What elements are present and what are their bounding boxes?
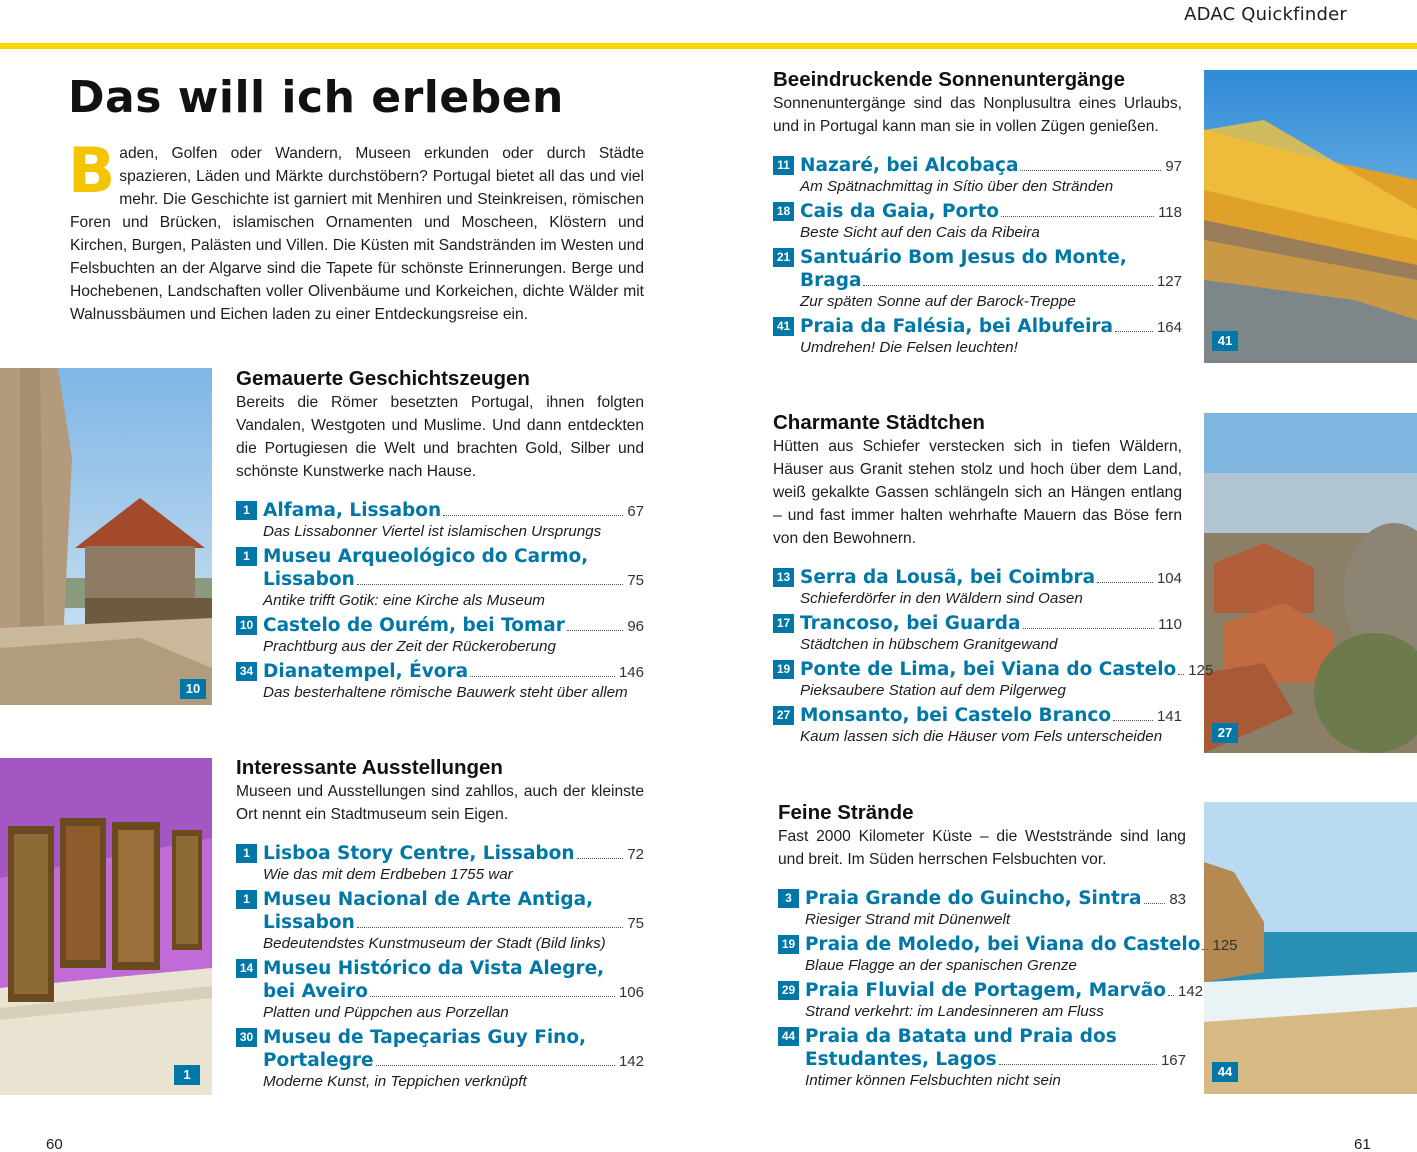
museum-photo [0, 758, 212, 1095]
entry-title[interactable]: Praia da Falésia, bei Albufeira [800, 316, 1114, 337]
list-item[interactable] [236, 499, 644, 542]
list-item[interactable] [778, 933, 1238, 976]
leader-dots [1097, 582, 1153, 583]
leader-dots [577, 858, 624, 859]
entry-page-number: 96 [627, 618, 644, 635]
list-item[interactable] [236, 957, 644, 1023]
entry-title[interactable]: Serra da Lousã, bei Coimbra [800, 567, 1096, 588]
entry-list [236, 499, 644, 703]
leader-dots [443, 515, 623, 516]
entry-page-number: 106 [618, 984, 644, 1001]
entry-title-continued[interactable]: bei Aveiro [263, 981, 369, 1002]
cliffs-photo [1204, 70, 1417, 363]
entry-page-number: 164 [1156, 319, 1182, 336]
section-description: Sonnenuntergänge sind das Nonplusultra eines Urlaubs, und in Portugal kann man sie in vollen Zügen genießen. [773, 95, 1182, 135]
page-title: Das will ich erleben [68, 72, 564, 123]
list-item[interactable] [773, 704, 1182, 747]
location-number-badge: 21 [773, 248, 794, 267]
leader-dots [1023, 628, 1155, 629]
entry-page-number: 83 [1169, 891, 1186, 908]
location-number-badge: 29 [778, 981, 799, 1000]
yellow-header-rule [0, 43, 1417, 49]
entry-title[interactable]: Lisboa Story Centre, Lissabon [263, 843, 575, 864]
leader-dots [376, 1065, 615, 1066]
section-charmante-staedtchen [773, 410, 1214, 747]
list-item[interactable] [236, 545, 644, 611]
entry-title[interactable]: Santuário Bom Jesus do Monte, [800, 247, 1127, 268]
section-heading: Feine Strände [778, 801, 914, 824]
location-number-badge: 1 [236, 844, 257, 863]
leader-dots [1113, 720, 1153, 721]
castle-photo [0, 368, 212, 705]
photo-number-badge: 44 [1212, 1062, 1238, 1082]
section-heading: Charmante Städtchen [773, 411, 985, 434]
entry-title[interactable]: Praia Grande do Guincho, Sintra [805, 888, 1142, 909]
leader-dots [1001, 216, 1154, 217]
entry-title[interactable]: Museu de Tapeçarias Guy Fino, [263, 1027, 587, 1048]
leader-dots [567, 630, 623, 631]
list-item[interactable] [773, 566, 1182, 609]
list-item[interactable] [773, 200, 1182, 243]
entry-list [236, 842, 644, 1092]
list-item[interactable] [773, 612, 1182, 655]
location-number-badge: 34 [236, 662, 257, 681]
entry-title[interactable]: Museu Histórico da Vista Alegre, [263, 958, 605, 979]
location-number-badge: 18 [773, 202, 794, 221]
entry-page-number: 72 [627, 846, 644, 863]
entry-page-number: 104 [1156, 570, 1182, 587]
entry-title[interactable]: Cais da Gaia, Porto [800, 201, 999, 222]
entry-title[interactable]: Praia da Batata und Praia dos [805, 1026, 1117, 1047]
list-item[interactable] [773, 315, 1182, 358]
location-number-badge: 1 [236, 501, 257, 520]
location-number-badge: 14 [236, 959, 257, 978]
entry-title[interactable]: Dianatempel, Évora [263, 661, 469, 682]
list-item[interactable] [778, 979, 1204, 1022]
entry-page-number: 75 [627, 915, 644, 932]
list-item[interactable] [236, 842, 644, 885]
list-item[interactable] [773, 154, 1182, 197]
entry-subtitle: Kaum lassen sich die Häuser vom Fels unterscheiden [800, 728, 1163, 745]
entry-subtitle: Bedeutendstes Kunstmuseum der Stadt (Bild links) [263, 935, 606, 952]
entry-subtitle: Antike trifft Gotik: eine Kirche als Museum [263, 592, 545, 609]
entry-page-number: 125 [1188, 662, 1214, 679]
intro-text: aden, Golfen oder Wandern, Museen erkunden oder durch Städte spazieren, Läden und Märkte durchstöbern? Portugal bietet all das und viel mehr. Die Geschichte ist garniert mit Menhiren und Steinkreisen, römischen Foren und Brücken, islamischen Ornamenten und Moscheen, Klöstern und Kirchen, Burgen, Palästen und Villen. Die Küsten mit Sandstränden im Westen und Felsbuchten an der Algarve sind die Tapete für schönste Erinnerungen. Berge und Hochebenen, Landschaften voller Olivenbäume und Korkeichen, dichte Wälder mit Walnussbäumen und Eichen laden zu einer Entdeckungsreise ein. [70, 145, 644, 323]
entry-subtitle: Strand verkehrt: im Landesinneren am Fluss [805, 1003, 1104, 1020]
entry-page-number: 142 [618, 1053, 644, 1070]
leader-dots [863, 285, 1153, 286]
section-beeindruckende-sonnenuntergaenge [773, 67, 1182, 358]
entry-title-continued[interactable]: Estudantes, Lagos [805, 1049, 997, 1070]
entry-page-number: 141 [1156, 708, 1182, 725]
section-description: Museen und Ausstellungen sind zahllos, auch der kleinste Ort nennt ein Stadtmuseum sein Eigen. [236, 783, 644, 823]
list-item[interactable] [773, 246, 1182, 312]
entry-list [773, 566, 1214, 747]
page-number-right: 61 [1354, 1136, 1371, 1152]
photo-number-badge: 27 [1212, 723, 1238, 743]
list-item[interactable] [236, 614, 644, 657]
location-number-badge: 17 [773, 614, 794, 633]
location-number-badge: 1 [236, 890, 257, 909]
entry-title[interactable]: Ponte de Lima, bei Viana do Castelo [800, 659, 1177, 680]
entry-page-number: 118 [1158, 204, 1182, 221]
entry-subtitle: Zur späten Sonne auf der Barock-Treppe [800, 293, 1076, 310]
entry-page-number: 146 [618, 664, 644, 681]
location-number-badge: 3 [778, 889, 799, 908]
leader-dots [1178, 674, 1184, 675]
entry-title-continued[interactable]: Portalegre [263, 1050, 374, 1071]
entry-subtitle: Blaue Flagge an der spanischen Grenze [805, 957, 1077, 974]
list-item[interactable] [236, 888, 644, 954]
section-interessante-ausstellungen [236, 755, 644, 1092]
entry-subtitle: Pieksaubere Station auf dem Pilgerweg [800, 682, 1066, 699]
entry-subtitle: Intimer können Felsbuchten nicht sein [805, 1072, 1061, 1089]
entry-page-number: 67 [627, 503, 644, 520]
section-description: Bereits die Römer besetzten Portugal, ihnen folgten Vandalen, Westgoten und Muslime. Und dann entdeckten die Portugiesen die Welt und brachten Gold, Silber und schönste Kunstwerke nach Hause. [236, 394, 644, 480]
leader-dots [370, 996, 615, 997]
photo-number-badge: 41 [1212, 331, 1238, 351]
entry-subtitle: Prachtburg aus der Zeit der Rückeroberung [263, 638, 556, 655]
leader-dots [1020, 170, 1161, 171]
entry-title[interactable]: Alfama, Lissabon [263, 500, 442, 521]
entry-page-number: 75 [627, 572, 644, 589]
location-number-badge: 1 [236, 547, 257, 566]
header-label: ADAC Quickfinder [1184, 4, 1347, 25]
section-description: Fast 2000 Kilometer Küste – die Weststrände sind lang und breit. Im Süden herrschen Felsbuchten vor. [778, 828, 1186, 868]
entry-title-continued[interactable]: Lissabon [263, 912, 355, 933]
entry-page-number: 127 [1156, 273, 1182, 290]
entry-page-number: 125 [1212, 937, 1238, 954]
entry-subtitle: Das besterhaltene römische Bauwerk steht über allem [263, 684, 628, 701]
section-heading: Gemauerte Geschichtszeugen [236, 367, 530, 390]
location-number-badge: 30 [236, 1028, 257, 1047]
entry-title[interactable]: Nazaré, bei Alcobaça [800, 155, 1019, 176]
entry-subtitle: Beste Sicht auf den Cais da Ribeira [800, 224, 1040, 241]
entry-title[interactable]: Museu Arqueológico do Carmo, [263, 546, 589, 567]
leader-dots [357, 584, 624, 585]
section-feine-straende [778, 800, 1238, 1091]
entry-subtitle: Städtchen in hübschem Granitgewand [800, 636, 1058, 653]
entry-title-continued[interactable]: Lissabon [263, 569, 355, 590]
entry-list [773, 154, 1182, 358]
entry-title[interactable]: Monsanto, bei Castelo Branco [800, 705, 1112, 726]
location-number-badge: 19 [778, 935, 799, 954]
leader-dots [357, 927, 624, 928]
entry-subtitle: Umdrehen! Die Felsen leuchten! [800, 339, 1018, 356]
list-item[interactable] [236, 660, 644, 703]
section-heading: Interessante Ausstellungen [236, 756, 503, 779]
list-item[interactable] [236, 1026, 644, 1092]
leader-dots [1168, 995, 1174, 996]
intro-dropcap: B [68, 134, 116, 207]
location-number-badge: 44 [778, 1027, 799, 1046]
entry-title[interactable]: Castelo de Ourém, bei Tomar [263, 615, 565, 636]
location-number-badge: 10 [236, 616, 257, 635]
section-description: Hütten aus Schiefer verstecken sich in tiefen Wäldern, Häuser aus Granit stehen stolz und hoch über dem Land, weiß gekalkte Gassen schlängeln sich an Hängen entlang – und fast immer halten wehrhafte Mauern das Böse fern von den Bewohnern. [773, 438, 1182, 547]
entry-subtitle: Schieferdörfer in den Wäldern sind Oasen [800, 590, 1083, 607]
entry-list [778, 887, 1238, 1091]
leader-dots [999, 1064, 1157, 1065]
list-item[interactable] [778, 887, 1186, 930]
list-item[interactable] [773, 658, 1214, 701]
entry-title[interactable]: Praia Fluvial de Portagem, Marvão [805, 980, 1167, 1001]
location-number-badge: 19 [773, 660, 794, 679]
list-item[interactable] [778, 1025, 1186, 1091]
entry-title[interactable]: Praia de Moledo, bei Viana do Castelo [805, 934, 1201, 955]
entry-subtitle: Platten und Püppchen aus Porzellan [263, 1004, 509, 1021]
section-gemauerte-geschichtszeugen [236, 366, 644, 703]
entry-subtitle: Riesiger Strand mit Dünenwelt [805, 911, 1011, 928]
photo-number-badge: 1 [174, 1065, 200, 1085]
entry-subtitle: Wie das mit dem Erdbeben 1755 war [263, 866, 513, 883]
leader-dots [1115, 331, 1153, 332]
entry-page-number: 97 [1165, 158, 1182, 175]
entry-page-number: 110 [1158, 616, 1182, 633]
entry-page-number: 142 [1178, 983, 1204, 1000]
location-number-badge: 27 [773, 706, 794, 725]
location-number-badge: 41 [773, 317, 794, 336]
location-number-badge: 13 [773, 568, 794, 587]
entry-page-number: 167 [1160, 1052, 1186, 1069]
page-number-left: 60 [46, 1136, 63, 1152]
leader-dots [1202, 949, 1208, 950]
intro-paragraph [68, 134, 644, 326]
entry-subtitle: Das Lissabonner Viertel ist islamischen Ursprungs [263, 523, 602, 540]
location-number-badge: 11 [773, 156, 794, 175]
leader-dots [470, 676, 615, 677]
photo-number-badge: 10 [180, 679, 206, 699]
village-photo [1204, 413, 1417, 753]
leader-dots [1144, 903, 1166, 904]
section-heading: Beeindruckende Sonnenuntergänge [773, 68, 1125, 91]
entry-subtitle: Moderne Kunst, in Teppichen verknüpft [263, 1073, 527, 1090]
entry-subtitle: Am Spätnachmittag in Sítio über den Stränden [800, 178, 1114, 195]
entry-title-continued[interactable]: Braga [800, 270, 862, 291]
entry-title[interactable]: Trancoso, bei Guarda [800, 613, 1021, 634]
entry-title[interactable]: Museu Nacional de Arte Antiga, [263, 889, 594, 910]
